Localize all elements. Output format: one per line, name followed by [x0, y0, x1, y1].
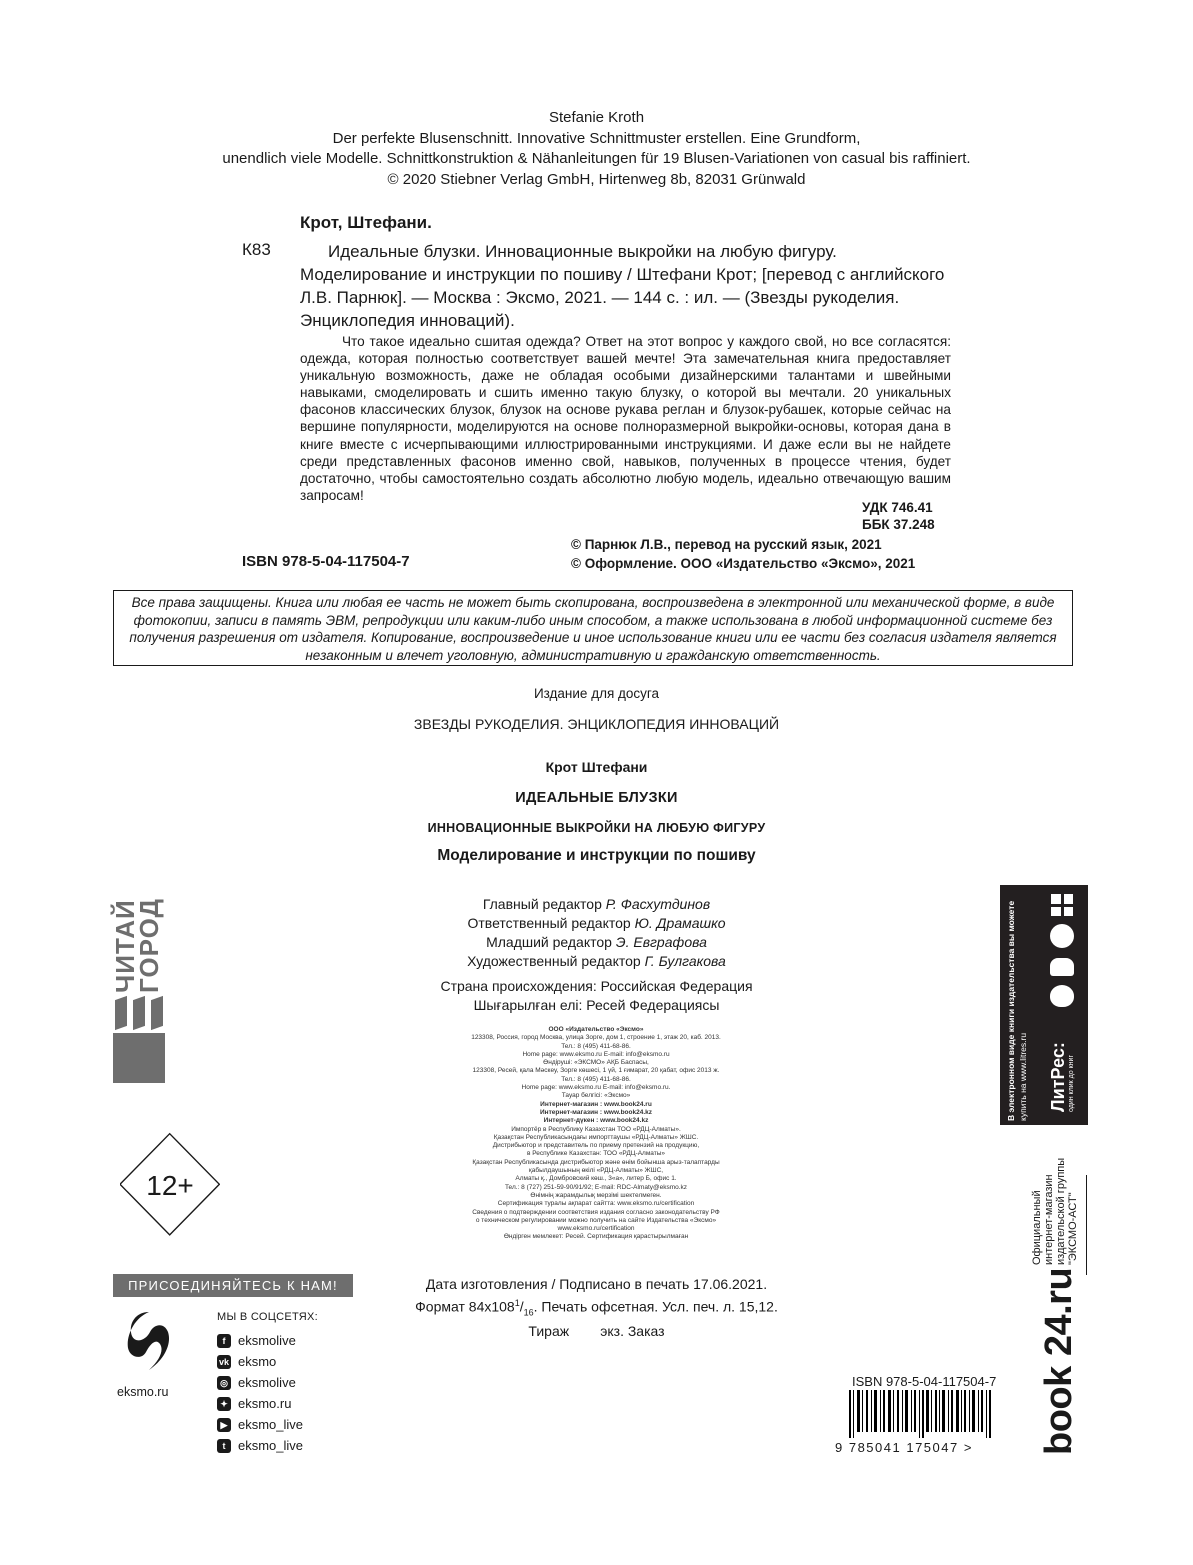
publisher-line: Интернет-магазин : www.book24.ru: [540, 1100, 652, 1108]
country-ru: Страна происхождения: Российская Федерация: [440, 978, 753, 994]
social-label: eksmolive: [238, 1333, 296, 1348]
publisher-line: Өндіруші: «ЭКСМО» АҚБ Баспасы,: [543, 1059, 649, 1067]
book24-brand[interactable]: book 24.ru: [1038, 1267, 1080, 1455]
copyright-translation: © Парнюк Л.В., перевод на русский язык, 2021: [571, 537, 882, 552]
original-line-3: © 2020 Stiebner Verlag GmbH, Hirtenweg 8b, 82031 Grünwald: [387, 170, 806, 188]
windows-icon: [1051, 894, 1073, 916]
age-rating: 12+: [146, 1170, 194, 1201]
publisher-line: Home page: www.eksmo.ru E-mail: info@eksmo.ru: [522, 1050, 670, 1058]
format-b: . Печать офсетная. Усл. печ. л. 15,12.: [533, 1298, 778, 1315]
credit-role: Ответственный редактор: [467, 915, 631, 931]
vk-icon: vk: [218, 1356, 229, 1367]
windows-phone-icon: [1050, 924, 1074, 948]
litres-line-2: купить на www.litres.ru: [1018, 1032, 1028, 1121]
publisher-line: в Республике Казахстан: ТОО «РДЦ-Алматы»: [526, 1150, 666, 1158]
android-icon: [1050, 958, 1074, 976]
udk: УДК 746.41: [862, 500, 933, 515]
social-row[interactable]: [217, 1438, 303, 1453]
biblio-heading: Крот, Штефани.: [300, 213, 432, 232]
edition-type: Издание для досуга: [533, 686, 660, 701]
publisher-line: Интернет-магазин : www.book24.kz: [540, 1108, 652, 1116]
publisher-line: қабылдаушының өкілі «РДЦ-Алматы» ЖШС,: [528, 1167, 664, 1175]
book24-line-3: издательской группы: [1055, 1157, 1067, 1265]
credit-role: Главный редактор: [482, 896, 602, 912]
social-label: eksmo: [238, 1354, 277, 1369]
book24-line-2: интернет-магазин: [1043, 1174, 1055, 1265]
original-edition-info: [0, 108, 1193, 190]
book-subtitle: ИННОВАЦИОННЫЕ ВЫКРОЙКИ НА ЛЮБУЮ ФИГУРУ: [427, 821, 766, 835]
zen-icon: ✦: [217, 1397, 231, 1411]
publisher-line: Сведения о подтверждении соответствия издания согласно законодательству РФ: [472, 1208, 720, 1216]
credit-role: Младший редактор: [486, 934, 612, 950]
publisher-line: о техническом регулировании можно получить на сайте Издательства «Эксмо»: [475, 1216, 717, 1224]
publisher-line: Интернет-дүкен : www.book24.kz: [543, 1117, 649, 1125]
publisher-line: ООО «Издательство «Эксмо»: [548, 1026, 644, 1033]
biblio-description: [300, 240, 950, 332]
chitai-gorod-logo: [110, 878, 168, 1083]
production-date: Дата изготовления / Подписано в печать 17.06.2021.: [425, 1276, 768, 1292]
eksmo-logo-icon: [124, 1310, 174, 1374]
twitter-icon: t: [217, 1439, 231, 1453]
chitai-gorod-text: ЧИТАЙ ГОРОД: [110, 897, 164, 993]
instagram-icon: ◎: [217, 1376, 231, 1390]
original-line-1: Der perfekte Blusenschnitt. Innovative Schnittmuster erstellen. Eine Grundform,: [332, 129, 861, 147]
book24-divider: [1086, 1175, 1087, 1275]
publisher-line: Өндірген мемлекет: Ресей. Сертификация қарастырылмаған: [503, 1233, 689, 1241]
social-row[interactable]: [217, 1375, 296, 1390]
logo-bars-icon: [113, 998, 165, 1083]
biblio-description-text: Идеальные блузки. Инновационные выкройки на любую фигуру. Моделирование и инструкции по пошиву / Штефани Крот; [перевод с английского Л.В. Парнюк]. — Москва : Эксмо, 2021. — 144 с. : ил. — (Звезды рукоделия. Энциклопедия инноваций).: [300, 242, 945, 330]
social-label: eksmo.ru: [238, 1396, 292, 1411]
publisher-line: Сертификация туралы ақпарат сайтта: www.eksmo.ru/certification: [497, 1200, 695, 1208]
social-label: eksmo_live: [238, 1438, 304, 1453]
social-label: eksmolive: [238, 1375, 296, 1390]
publisher-line: Өнімнің жарамдылық мерзімі шектелмеген.: [530, 1191, 662, 1199]
publisher-line: Home page: www.eksmo.ru E-mail: info@eksmo.ru.: [521, 1084, 671, 1092]
country-kz: Шығарылған елі: Ресей Федерациясы: [473, 997, 720, 1013]
social-label: eksmo_live: [238, 1417, 304, 1432]
credit-name: Р. Фасхутдинов: [605, 896, 711, 912]
social-title: МЫ В СОЦСЕТЯХ:: [217, 1311, 319, 1323]
rights-notice: Все права защищены. Книга или любая ее часть не может быть скопирована, воспроизведена в электронной или механической форме, в виде фотокопии, записи в память ЭВМ, репродукции или каким-либо иным способом, а также использована в любой информационной системе без получения разрешения от издателя. Копирование, воспроизведение и иное использование книги или ее части без согласия издателя является незаконным и влечет уголовную, административную и гражданскую ответственность.: [113, 590, 1073, 666]
copyright-design: © Оформление. ООО «Издательство «Эксмо», 2021: [571, 556, 916, 571]
original-line-2: unendlich viele Modelle. Schnittkonstruktion & Nähanleitungen für 19 Blusen-Variationen von casual bis raffiniert.: [222, 150, 971, 167]
original-author: Stefanie Kroth: [548, 109, 645, 126]
litres-brand: ЛитРес:: [1048, 1042, 1068, 1112]
production-print-run: Тираж экз. Заказ: [528, 1323, 665, 1340]
youtube-icon: ▶: [217, 1418, 231, 1432]
publisher-line: Тауар белгісі: «Эксмо»: [561, 1092, 631, 1100]
publisher-line: Тел.: 8 (495) 411-68-86.: [561, 1042, 631, 1050]
classification: [862, 499, 935, 533]
format-sup: 1: [514, 1298, 520, 1308]
format-a: Формат 84x108: [415, 1298, 515, 1315]
series-name: ЗВЕЗДЫ РУКОДЕЛИЯ. ЭНЦИКЛОПЕДИЯ ИННОВАЦИЙ: [413, 716, 780, 732]
social-row[interactable]: [217, 1396, 291, 1411]
credit-name: Г. Булгакова: [644, 953, 726, 969]
isbn: ISBN 978-5-04-117504-7: [242, 553, 410, 570]
biblio-code: К83: [242, 240, 271, 259]
social-row[interactable]: [217, 1354, 276, 1369]
production-format: Формат $84x108^1/_{16}$. Печать офсетная. Усл. печ. л. 15,12.: [415, 1298, 778, 1318]
publisher-line: Импортёр в Республику Казахстан ТОО «РДЦ-Алматы».: [511, 1125, 681, 1133]
social-row[interactable]: [217, 1417, 303, 1432]
book-title: ИДЕАЛЬНЫЕ БЛУЗКИ: [515, 790, 678, 806]
publisher-line: 123308, Россия, город Москва, улица Зорге, дом 1, строение 1, этаж 20, каб. 2013.: [471, 1034, 721, 1042]
eksmo-url[interactable]: eksmo.ru: [117, 1385, 169, 1399]
publisher-info: [340, 1026, 852, 1242]
book24-line-1: Официальный: [1031, 1190, 1043, 1265]
facebook-icon: f: [217, 1334, 231, 1348]
social-row[interactable]: [217, 1333, 296, 1348]
publisher-line: www.eksmo.ru/certification: [557, 1225, 635, 1233]
publisher-line: Дистрибьютор и представитель по приему претензий на продукцию,: [492, 1142, 700, 1150]
biblio-annotation: Что такое идеально сшитая одежда? Ответ на этот вопрос у каждого свой, но все согласятся: одежда, которая полностью соответствует вашей мечте! Эта замечательная книга предоставляет уникальную возможность, даже не обладая особыми дизайнерскими талантами и швейными навыками, смоделировать и сшить именно такую блузку, о которой вы мечтали. 20 уникальных фасонов классических блузок, блузок на основе рукава реглан и блузок-рубашек, которые сейчас на вершине популярности, моделируются на основе полноразмерной выкройки-основы, которая дана в книге вместе с исчерпывающими иллюстрированными инструкциями. И даже если вы не найдете среди представленных фасонов именно свой, навыков, полученных в процессе чтения, будет достаточно, чтобы самостоятельно создать абсолютно любую модель, идеально отвечающую вашим запросам!: [300, 334, 951, 503]
publisher-line: Қазақстан Республикасындағы импорттаушы «РДЦ-Алматы» ЖШС.: [493, 1133, 699, 1141]
barcode-icon: [847, 1390, 1002, 1438]
book24-line-4: "ЭКСМО-АСТ": [1067, 1192, 1079, 1265]
eksmo-logo: [124, 1310, 174, 1374]
copyrights: [571, 535, 915, 573]
credit-name: Ю. Драмашко: [634, 915, 726, 931]
litres-tagline: один клик до книг: [1068, 1054, 1075, 1112]
apple-icon: [1050, 985, 1074, 1007]
publisher-line: 123308, Ресей, қала Мәскеу, Зорге көшесі, 1 үй, 1 ғимарат, 20 қабат, офис 2013 ж.: [472, 1067, 720, 1075]
book-subtitle-2: Моделирование и инструкции по пошиву: [437, 847, 756, 864]
author-name: Крот Штефани: [545, 759, 648, 775]
bbk: ББК 37.248: [862, 517, 935, 532]
publisher-line: Тел.: 8 (727) 251-59-90/91/92; E-mail: RDC-Almaty@eksmo.kz: [504, 1183, 688, 1191]
age-rating-badge: [120, 1130, 220, 1230]
publisher-line: Алматы қ., Домбровский көш., 3«а», литер Б, офис 1.: [515, 1175, 677, 1183]
litres-line-1: В электронном виде книги издательства вы можете: [1006, 900, 1016, 1121]
credit-role: Художественный редактор: [467, 953, 641, 969]
credit-name: Э. Евграфова: [615, 934, 707, 950]
format-sub: 16: [523, 1307, 534, 1318]
barcode-isbn: ISBN 978-5-04-117504-7: [852, 1374, 997, 1389]
barcode-digits: 9 785041 175047 >: [835, 1440, 973, 1455]
publisher-line: Қазақстан Республикасында дистрибьютор және өнім бойынша арыз-талаптарды: [472, 1158, 720, 1166]
publisher-line: Тел.: 8 (495) 411-68-86.: [561, 1075, 631, 1083]
barcode: [847, 1390, 1002, 1438]
join-banner: ПРИСОЕДИНЯЙТЕСЬ К НАМ!: [113, 1274, 353, 1297]
